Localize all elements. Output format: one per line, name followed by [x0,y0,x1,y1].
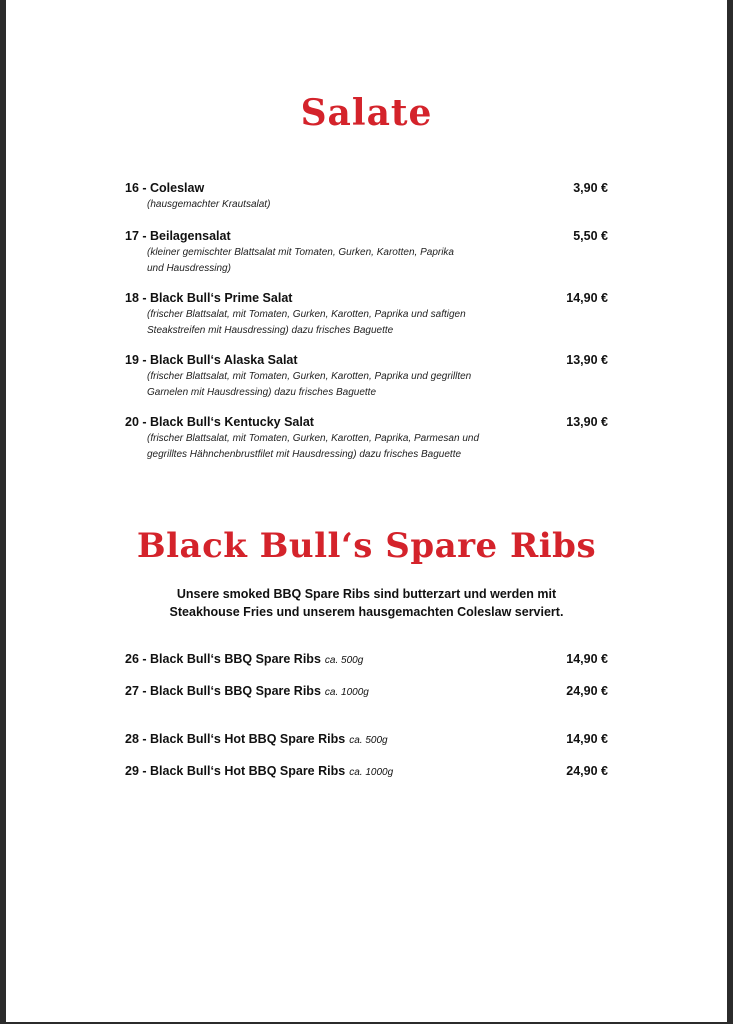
item-description [147,245,527,276]
item-name: 20 - Black Bull‘s Kentucky Salat [125,415,314,429]
item-description-line: Garnelen mit Hausdressing) dazu frisches Baguette [147,386,377,398]
menu-item [125,290,608,338]
item-description-line: (frischer Blattsalat, mit Tomaten, Gurken, Karotten, Paprika und gegrillten [147,371,472,382]
menu-item [125,651,608,669]
item-price: 5,50 € [573,229,608,243]
section-title-spare-ribs: Black Bull‘s Spare Ribs [136,526,597,566]
item-name: 18 - Black Bull‘s Prime Salat [125,291,293,305]
item-description [147,369,527,400]
item-name: 28 - Black Bull‘s Hot BBQ Spare Ribs [125,732,346,746]
section-title-salate: Salate [300,92,433,134]
item-description-line: (hausgemachter Krautsalat) [147,199,271,210]
item-description [147,307,527,338]
item-description-line: (frischer Blattsalat, mit Tomaten, Gurken, Karotten, Paprika und saftigen [147,309,466,320]
menu-item [125,352,608,400]
item-size: ca. 1000g [349,767,394,778]
item-description [147,431,527,462]
spare-ribs-intro [6,585,727,621]
item-name-row [125,763,608,781]
item-description [147,197,527,213]
item-name-row [125,683,608,701]
item-price: 14,90 € [566,652,608,666]
item-price: 24,90 € [566,684,608,698]
item-name: 16 - Coleslaw [125,181,205,195]
item-name: 19 - Black Bull‘s Alaska Salat [125,353,298,367]
item-size: ca. 1000g [324,687,369,698]
item-description-line: (frischer Blattsalat, mit Tomaten, Gurken, Karotten, Paprika, Parmesan und [147,433,480,444]
item-price: 14,90 € [566,291,608,305]
intro-line: Steakhouse Fries und unserem hausgemachten Coleslaw serviert. [169,605,564,619]
item-price: 3,90 € [573,181,608,195]
menu-item [125,228,608,276]
item-description-line: und Hausdressing) [147,262,231,274]
item-description-line: (kleiner gemischter Blattsalat mit Tomaten, Gurken, Karotten, Paprika [147,247,454,258]
item-price: 13,90 € [566,353,608,367]
item-name: 29 - Black Bull‘s Hot BBQ Spare Ribs [125,764,346,778]
intro-line: Unsere smoked BBQ Spare Ribs sind butterzart und werden mit [176,587,557,601]
menu-item [125,414,608,462]
menu-item [125,731,608,749]
item-name-row [125,731,608,749]
item-description-line: Steakstreifen mit Hausdressing) dazu frisches Baguette [147,324,394,336]
item-name: 27 - Black Bull‘s BBQ Spare Ribs [125,684,321,698]
item-name: 17 - Beilagensalat [125,229,231,243]
item-size: ca. 500g [324,655,364,666]
item-price: 14,90 € [566,732,608,746]
item-price: 24,90 € [566,764,608,778]
menu-item [125,763,608,781]
menu-item [125,180,608,213]
menu-item [125,683,608,701]
item-price: 13,90 € [566,415,608,429]
menu-page [6,0,727,1022]
item-description-line: gegrilltes Hähnchenbrustfilet mit Hausdressing) dazu frisches Baguette [147,448,462,460]
item-name: 26 - Black Bull‘s BBQ Spare Ribs [125,652,321,666]
item-size: ca. 500g [349,735,388,746]
item-name-row [125,651,608,669]
